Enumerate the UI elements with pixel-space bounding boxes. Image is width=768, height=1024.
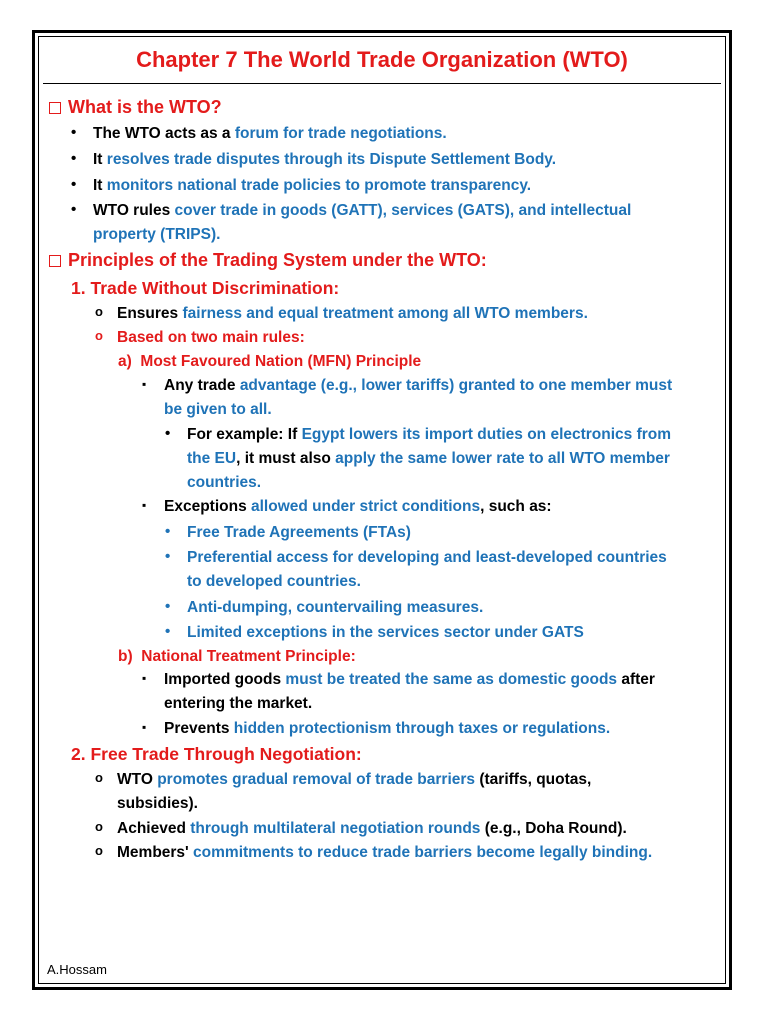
list-item: Limited exceptions in the services sector under GATS: [187, 624, 584, 641]
list-item: The WTO acts as a forum for trade negotiations.: [93, 125, 447, 142]
square-bullet-icon: ▪: [142, 498, 147, 512]
bullet-icon: •: [165, 548, 171, 565]
list-item-continuation: countries.: [187, 474, 262, 491]
bullet-icon: •: [165, 425, 171, 442]
list-item: WTO promotes gradual removal of trade barriers (tariffs, quotas,: [117, 771, 592, 788]
circle-bullet-icon: o: [95, 770, 103, 785]
checkbox-square-icon: [49, 102, 61, 114]
bullet-icon: •: [71, 150, 77, 167]
section-heading-what-is-wto: What is the WTO?: [49, 97, 222, 118]
bullet-icon: •: [71, 176, 77, 193]
page-frame: [32, 30, 732, 990]
bullet-icon: •: [165, 623, 171, 640]
bullet-icon: •: [71, 201, 77, 218]
circle-bullet-icon: o: [95, 843, 103, 858]
list-item: Achieved through multilateral negotiation rounds (e.g., Doha Round).: [117, 820, 627, 837]
square-bullet-icon: ▪: [142, 671, 147, 685]
list-item: Members' commitments to reduce trade barriers become legally binding.: [117, 844, 653, 861]
list-item: Ensures fairness and equal treatment among all WTO members.: [117, 305, 588, 322]
circle-bullet-icon: o: [95, 304, 103, 319]
list-item: Based on two main rules:: [117, 329, 305, 346]
square-bullet-icon: ▪: [142, 720, 147, 734]
checkbox-square-icon: [49, 255, 61, 267]
principle-2-heading: 2. Free Trade Through Negotiation:: [71, 744, 362, 764]
list-item-continuation: be given to all.: [164, 401, 272, 418]
list-item: Anti-dumping, countervailing measures.: [187, 599, 484, 616]
list-item: Any trade advantage (e.g., lower tariffs) granted to one member must: [164, 377, 673, 394]
square-bullet-icon: ▪: [142, 377, 147, 391]
list-item-continuation: subsidies).: [117, 795, 198, 812]
list-item: Imported goods must be treated the same as domestic goods after: [164, 671, 655, 688]
list-item: Free Trade Agreements (FTAs): [187, 524, 411, 541]
author-footer: A.Hossam: [47, 962, 107, 977]
circle-bullet-icon: o: [95, 328, 103, 343]
list-item-continuation: property (TRIPS).: [93, 226, 221, 243]
bullet-icon: •: [165, 598, 171, 615]
list-item: Preferential access for developing and least-developed countries: [187, 549, 667, 566]
list-item-continuation: the EU, it must also apply the same lower rate to all WTO member: [187, 450, 670, 467]
page-title: Chapter 7 The World Trade Organization (WTO): [136, 47, 628, 72]
list-item: WTO rules cover trade in goods (GATT), services (GATS), and intellectual: [93, 202, 632, 219]
list-item: For example: If Egypt lowers its import duties on electronics from: [187, 426, 672, 443]
title-divider: [43, 83, 721, 84]
list-item: It monitors national trade policies to promote transparency.: [93, 177, 532, 194]
list-item-continuation: to developed countries.: [187, 573, 361, 590]
bullet-icon: •: [71, 124, 77, 141]
rule-a-heading: a) Most Favoured Nation (MFN) Principle: [118, 353, 422, 370]
list-item: It resolves trade disputes through its Dispute Settlement Body.: [93, 151, 557, 168]
principle-1-heading: 1. Trade Without Discrimination:: [71, 278, 340, 298]
list-item: Prevents hidden protectionism through taxes or regulations.: [164, 720, 611, 737]
bullet-icon: •: [165, 523, 171, 540]
circle-bullet-icon: o: [95, 819, 103, 834]
rule-b-heading: b) National Treatment Principle:: [118, 648, 356, 665]
list-item-continuation: entering the market.: [164, 695, 313, 712]
section-heading-principles: Principles of the Trading System under the WTO:: [49, 250, 487, 271]
list-item: Exceptions allowed under strict conditions, such as:: [164, 498, 552, 515]
